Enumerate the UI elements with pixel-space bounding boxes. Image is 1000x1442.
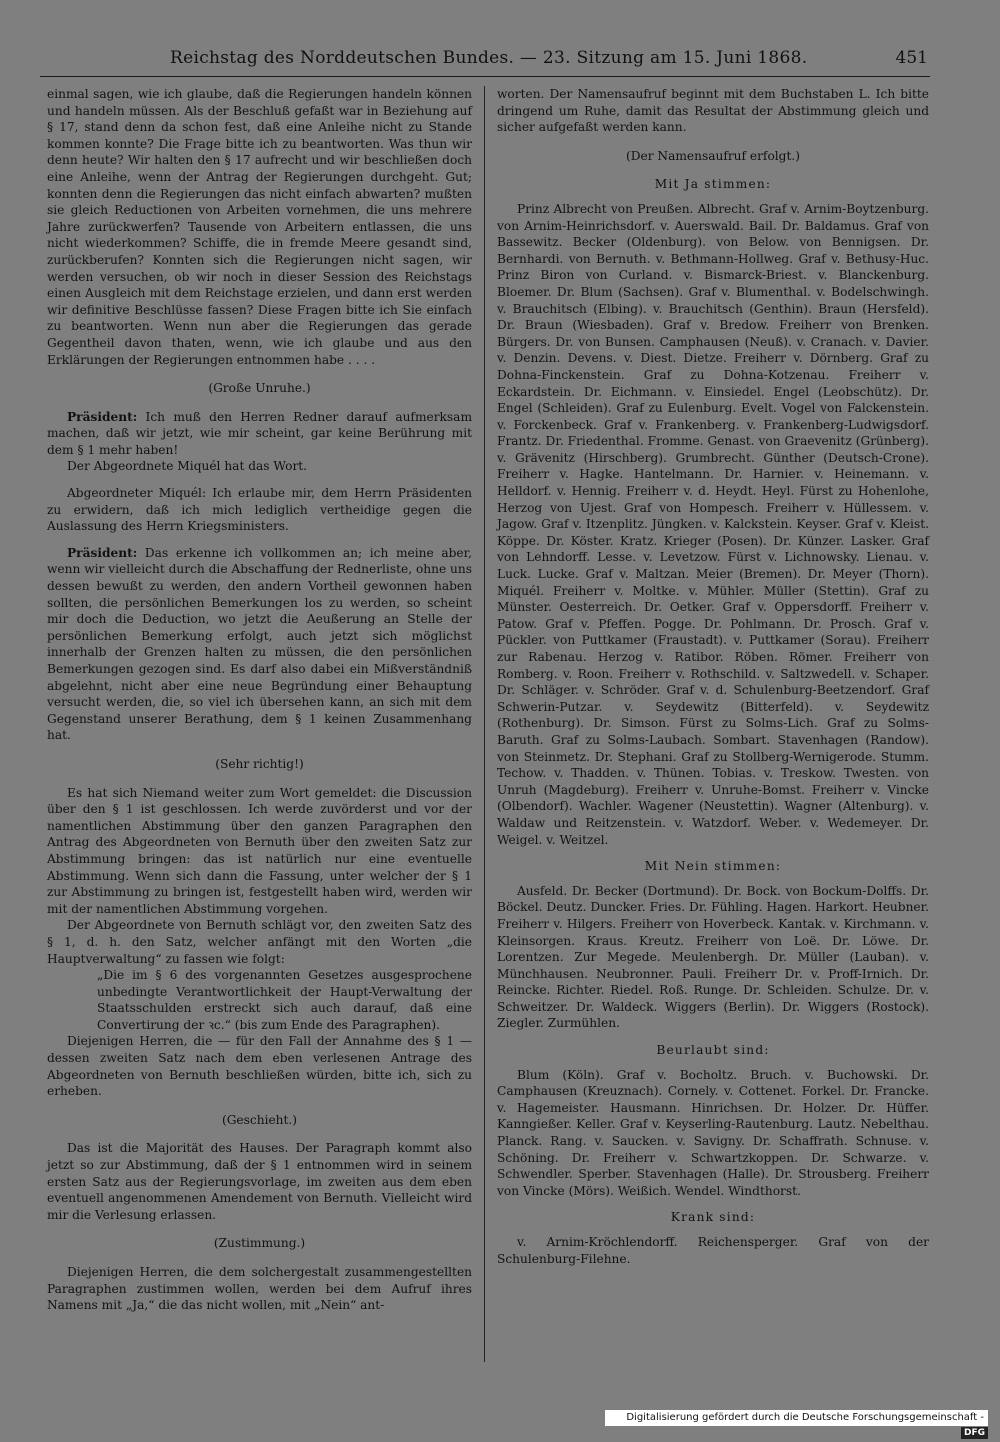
column-divider	[484, 86, 485, 1362]
speaker-label: Abgeordneter Miquél:	[67, 486, 207, 501]
sick-heading: Krank sind:	[670, 1210, 756, 1225]
speaker-label: Präsident:	[67, 545, 138, 560]
speech-text: Ich muß den Herren Redner darauf aufmerksam machen, daß wir jetzt, wie mir scheint, gar keine Berührung mit dem § 1 mehr haben!	[47, 409, 473, 457]
running-title: Reichstag des Norddeutschen Bundes. — 23. Sitzung am 15. Juni 1868.	[170, 48, 808, 68]
interjection: (Zustimmung.)	[213, 1236, 306, 1251]
sick-list: v. Arnim-Kröchlendorff. Reichensperger. Graf von der Schulenburg-Filehne.	[497, 1235, 929, 1266]
page-header	[40, 40, 930, 77]
quoted-amendment: „Die im § 6 des vorgenannten Gesetzes ausgesprochene unbedingte Verantwortlichkeit der Haupt-Verwaltung der Staatsschulden erstreckt sich auch darauf, daß eine Convertirung der ꝛc.“ (bis zum Ende des Paragraphen).	[97, 968, 472, 1032]
page-number: 451	[895, 48, 928, 68]
on-leave-list: Blum (Köln). Graf v. Bocholtz. Bruch. v. Buchowski. Dr. Camphausen (Kreuznach). Cornely. v. Cottenet. Forkel. Dr. Francke. v. Hagemeister. Hausmann. Hinrichsen. Dr. Holzer. Dr. Hüffer. Kanngießer. Keller. Graf v. Keyserling-Rautenburg. Lautz. Nebelthau. Planck. Rang. v. Saucken. v. Savigny. Dr. Schaffrath. Schnuse. v. Schöning. Dr. Freiherr v. Schwartzkoppen. Dr. Schwarze. v. Schwendler. Sperber. Stavenhagen (Halle). Dr. Strousberg. Freiherr von Vincke (Mörs). Weißich. Wendel. Windthorst.	[497, 1067, 929, 1198]
vote-yes-list: Prinz Albrecht von Preußen. Albrecht. Graf v. Arnim-Boytzenburg. von Arnim-Heinrichsdorf. v. Auerswald. Bail. Dr. Baldamus. Graf von Bassewitz. Becker (Oldenburg). von Below. von Bennigsen. Dr. Bernhardi. von Bernuth. v. Bethmann-Hollweg. Graf v. Bethusy-Huc. Prinz Biron von Curland. v. Bismarck-Briest. v. Blanckenburg. Bloemer. Dr. Blum (Sachsen). Graf v. Blumenthal. v. Bodelschwingh. v. Brauchitsch (Elbing). v. Brauchitsch (Genthin). Braun (Hersfeld). Dr. Braun (Wiesbaden). Graf v. Bredow. Freiherr von Brenken. Bürgers. Dr. von Bunsen. Camphausen (Neuß). v. Cranach. v. Davier. v. Denzin. Devens. v. Diest. Dietze. Freiherr v. Dörnberg. Graf zu Dohna-Finckenstein. Graf zu Dohna-Kotzenau. Freiherr v. Eckardstein. Dr. Eichmann. v. Einsiedel. Engel (Leobschütz). Dr. Engel (Schleiden). Graf zu Eulenburg. Evelt. Vogel von Falckenstein. v. Forckenbeck. Graf v. Frankenberg. v. Frankenberg-Ludwigsdorf. Frantz. Dr. Friedenthal. Fromme. Genast. von Graevenitz (Grünberg). v. Grävenitz (Hirschberg). Grumbrecht. Günther (Deutsch-Crone). Freiherr v. Hagke. Hantelmann. Dr. Harnier. v. Heinemann. v. Helldorf. v. Hennig. Freiherr v. d. Heydt. Heyl. Fürst zu Hohenlohe, Herzog von Ujest. Graf von Hompesch. Freiherr v. Hüllessem. v. Jagow. Graf v. Itzenplitz. Jüngken. v. Kalckstein. Keyser. Graf v. Kleist. Köppe. Dr. Köster. Kratz. Krieger (Posen). Dr. Künzer. Lasker. Graf von Lehndorff. Lesse. v. Levetzow. Fürst v. Lichnowsky. Lienau. v. Luck. Lucke. Graf v. Maltzan. Meier (Bremen). Dr. Meyer (Thorn). Miquél. Freiherr v. Moltke. v. Mühler. Müller (Stettin). Graf zu Münster. Oesterreich. Dr. Oetker. Graf v. Oppersdorff. Freiherr v. Patow. Graf v. Pfeffen. Pogge. Dr. Pohlmann. Dr. Prosch. Graf v. Pückler. von Puttkamer (Fraustadt). v. Puttkamer (Sorau). Freiherr zur Rabenau. Herzog v. Ratibor. Röben. Römer. Freiherr von Romberg. v. Roon. Freiherr v. Rothschild. v. Saltzwedell. v. Schaper. Dr. Schläger. v. Schröder. Graf v. d. Schulenburg-Beetzendorf. Graf Schwerin-Putzar. v. Seydewitz (Bitterfeld). v. Seydewitz (Rothenburg). Dr. Simson. Fürst zu Solms-Lich. Graf zu Solms-Baruth. Graf zu Solms-Laubach. Sombart. Stavenhagen (Randow). von Steinmetz. Dr. Stephani. Graf zu Stollberg-Wernigerode. Stumm. Techow. v. Thadden. v. Thünen. Tobias. v. Treskow. Twesten. von Unruh (Magdeburg). Freiherr v. Unruhe-Bomst. Freiherr v. Vincke (Olbendorf). Wachler. Wagener (Neustettin). Wagner (Altenburg). v. Waldaw und Reitzenstein. v. Watzdorf. Weber. v. Wedemeyer. Dr. Weigel. v. Weitzel.	[497, 201, 929, 847]
speech-text: Das erkenne ich vollkommen an; ich meine aber, wenn wir vielleicht durch die Abschaffung der Rednerliste, ohne uns dessen bewußt zu werden, den andern Vortheil gewonnen haben sollten, die persönlichen Bemerkungen los zu werden, so scheint mir doch die Deduction, wo jetzt die Aeußerung an Stelle der persönlichen Bemerkung erfolgt, auch jetzt sich möglichst innerhalb der Grenzen halten zu müssen, die den persönlichen Bemerkungen gezogen sind. Es darf also dabei ein Mißverständniß abgelehnt, nicht aber eine neue Begründung einer Behauptung versucht werden, die, so viel ich übersehen kann, an sich mit dem Gegenstand unserer Berathung, dem § 1 keinen Zusammenhang hat.	[47, 545, 473, 743]
vote-yes-heading: Mit Ja stimmen:	[654, 177, 772, 192]
paragraph: Diejenigen Herren, die dem solchergestalt zusammengestellten Paragraphen zustimmen wollen, werden bei dem Aufruf ihres Namens mit „Ja,“ die das nicht wollen, mit „Nein“ ant-	[47, 1265, 472, 1313]
vote-no-heading: Mit Nein stimmen:	[644, 859, 782, 874]
on-leave-heading: Beurlaubt sind:	[656, 1043, 770, 1058]
speaker-label: Präsident:	[67, 409, 138, 424]
paragraph: Diejenigen Herren, die — für den Fall der Annahme des § 1 — dessen zweiten Satz nach dem eben verlesenen Antrage des Abgeordneten von Bernuth beschließen würden, bitte ich, sich zu erheben.	[47, 1034, 472, 1099]
speech-paragraph	[47, 545, 472, 744]
interjection: (Geschieht.)	[221, 1112, 298, 1127]
paragraph: worten. Der Namensaufruf beginnt mit dem Buchstaben L. Ich bitte dringend um Ruhe, damit das Resultat der Abstimmung gleich und sicher aufgefaßt werden kann.	[497, 87, 929, 135]
speech-paragraph	[47, 409, 472, 459]
paragraph: Das ist die Majorität des Hauses. Der Paragraph kommt also jetzt so zur Abstimmung, daß der § 1 entnommen wird in seinem ersten Satz aus der Regierungsvorlage, im zweiten aus dem eben eventuell angenommenen Amendement von Bernuth. Vielleicht wird mir die Verlesung erlassen.	[47, 1141, 472, 1222]
paragraph: Der Abgeordnete Miquél hat das Wort.	[67, 459, 308, 474]
right-column	[497, 86, 929, 1267]
footer-text: Digitalisierung gefördert durch die Deutsche Forschungsgemeinschaft -	[626, 1412, 984, 1423]
paragraph: Der Abgeordnete von Bernuth schlägt vor, den zweiten Satz des § 1, d. h. den Satz, welcher anfängt mit den Worten „die Hauptverwaltung“ zu fassen wie folgt:	[47, 918, 472, 966]
interjection: (Der Namensaufruf erfolgt.)	[625, 148, 801, 163]
digitization-footer	[605, 1410, 988, 1438]
paragraph: Es hat sich Niemand weiter zum Wort gemeldet: die Discussion über den § 1 ist geschlossen. Ich werde zuvörderst und vor der namentlichen Abstimmung über den ganzen Paragraphen den Antrag des Abgeordneten von Bernuth über den zweiten Satz zur Abstimmung bringen: das ist natürlich nur eine eventuelle Abstimmung. Wenn sich dann die Fassung, unter welcher der § 1 zur Abstimmung zu bringen ist, festgestellt haben wird, werden wir mit der namentlichen Abstimmung vorgehen.	[47, 785, 472, 916]
dfg-logo-icon: DFG	[961, 1427, 988, 1439]
interjection: (Sehr richtig!)	[215, 756, 304, 771]
speech-text: Ich erlaube mir, dem Herrn Präsidenten zu erwidern, daß ich mich lediglich vertheidige gegen die Auslassung des Herrn Kriegsministers.	[47, 486, 473, 534]
left-column	[47, 86, 472, 1314]
interjection: (Große Unruhe.)	[208, 381, 311, 396]
paragraph: einmal sagen, wie ich glaube, daß die Regierungen handeln können und handeln müssen. Als der Beschluß gefaßt war in Beziehung auf § 17, stand denn da schon fest, daß eine Anleihe nicht zu Stande kommen konnte? Die Frage bitte ich zu beantworten. Was thun wir denn heute? Wir halten den § 17 aufrecht und wir beschließen doch eine Anleihe, wenn der Antrag der Regierungen durchgeht. Gut; konnten denn die Regierungen das nicht einfach abwarten? mußten sie gleich Reductionen von Arbeiten vornehmen, die uns mehrere Jahre zurückwerfen? Tausende von Arbeitern entlassen, die uns nicht wiederkommen? Schiffe, die in fremde Meere gesandt sind, zurückberufen? Konnten sich die Regierungen nicht sagen, wir werden versuchen, ob wir noch in dieser Session des Reichstags einen Ausgleich mit dem Reichstage erzielen, und dann erst werden wir definitive Beschlüsse fassen? Diese Fragen bitte ich Sie einfach zu beantworten. Wenn nun aber die Regierungen das gerade Gegentheil davon thaten, wenn, wie ich glaube und aus den Erklärungen der Regierungen entnommen habe . . . .	[47, 87, 472, 367]
vote-no-list: Ausfeld. Dr. Becker (Dortmund). Dr. Bock. von Bockum-Dolffs. Dr. Böckel. Deutz. Duncker. Fries. Dr. Fühling. Hagen. Harkort. Heubner. Freiherr v. Hilgers. Freiherr von Hoverbeck. Kantak. v. Kirchmann. v. Kleinsorgen. Kraus. Kreutz. Freiherr von Loë. Dr. Löwe. Dr. Lorentzen. Zur Megede. Meulenbergh. Dr. Müller (Lauban). v. Münchhausen. Neubronner. Pauli. Freiherr Dr. v. Proff-Irnich. Dr. Reincke. Richter. Riedel. Roß. Runge. Dr. Schleiden. Schulze. Dr. v. Schweitzer. Dr. Waldeck. Wiggers (Berlin). Dr. Wiggers (Rostock). Ziegler. Zurmühlen.	[497, 883, 929, 1031]
speech-paragraph	[47, 485, 472, 535]
